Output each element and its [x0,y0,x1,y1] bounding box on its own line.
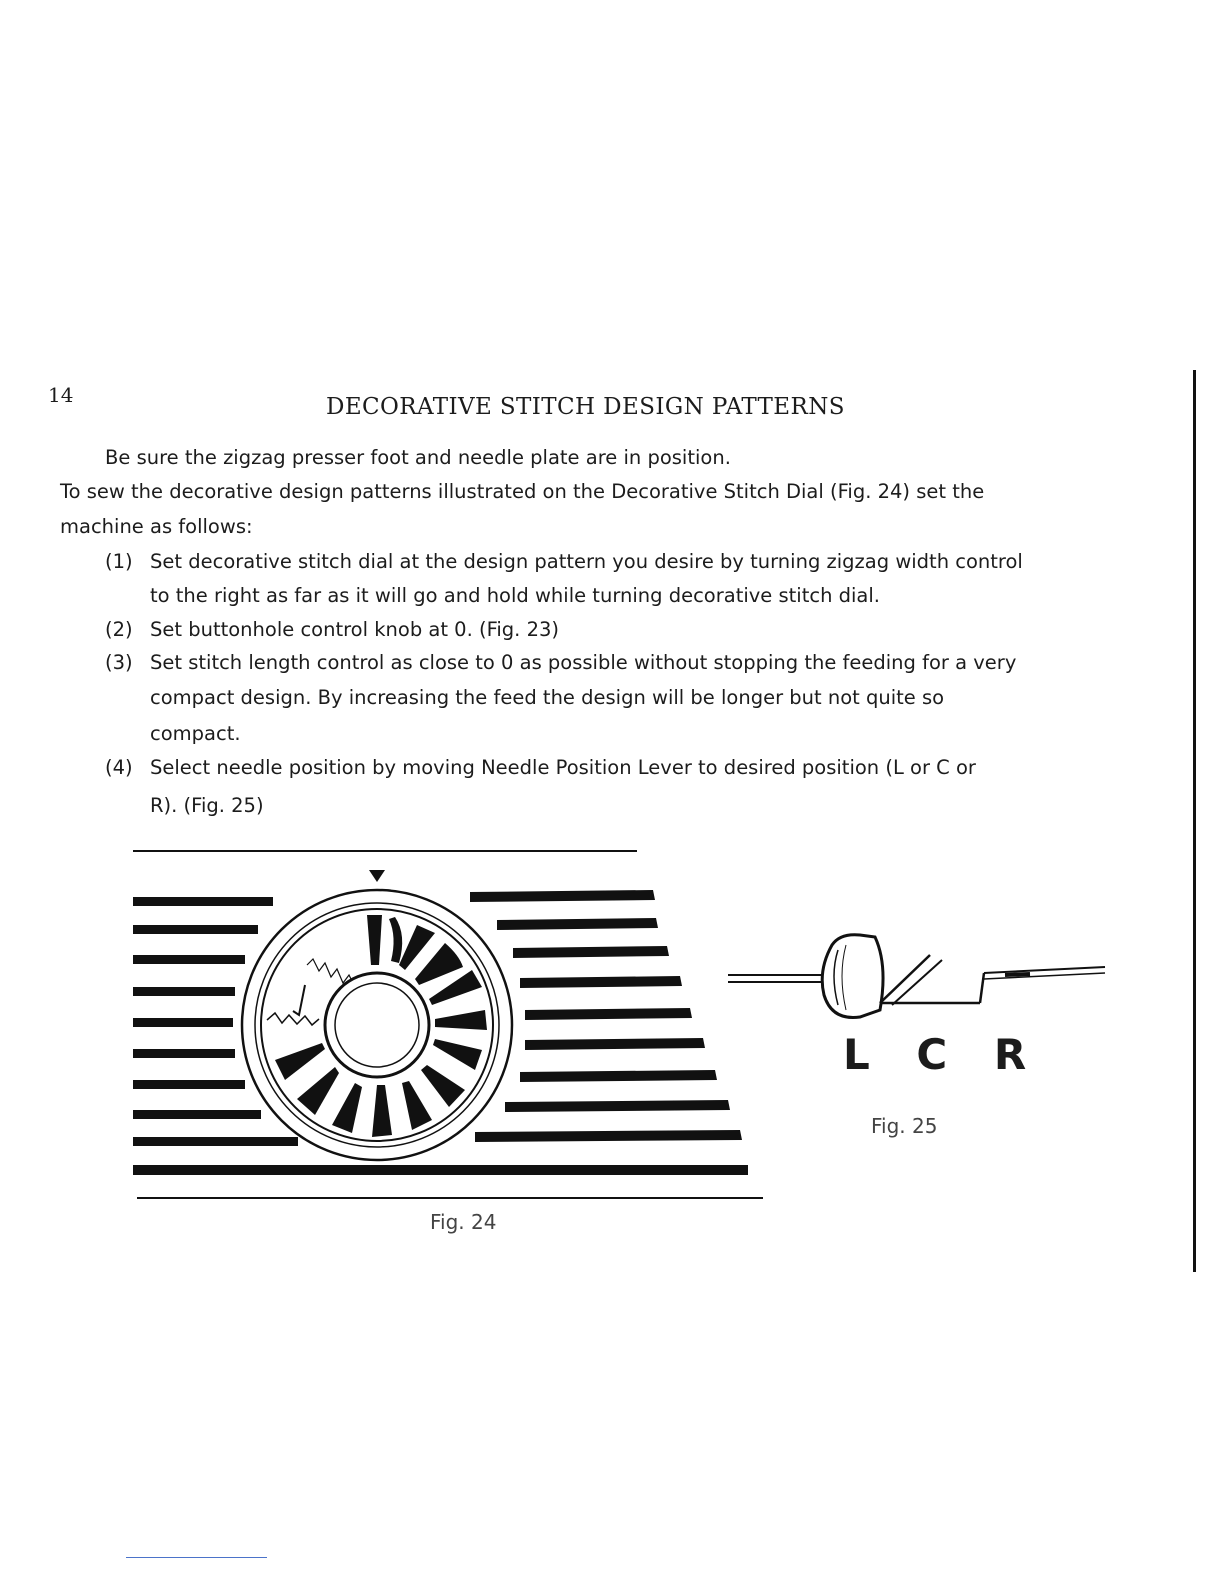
intro-line-2: To sew the decorative design patterns illustrated on the Decorative Stitch Dial (Fig. 24) set the [60,480,985,503]
fig-24-caption: Fig. 24 [430,1210,497,1234]
step-3-continued: compact design. By increasing the feed the design will be longer but not quite so [150,686,945,709]
step-text: Set stitch length control as close to 0 as possible without stopping the feeding for a very [150,651,1017,674]
intro-line-1: Be sure the zigzag presser foot and needle plate are in position. [105,446,731,469]
step-2 [105,618,559,641]
step-text: Select needle position by moving Needle Position Lever to desired position (L or C or [150,756,976,779]
step-3 [105,651,1016,674]
intro-line-3: machine as follows: [60,515,253,538]
bottom-rule [126,1557,267,1558]
page-edge-rule [1193,370,1196,1272]
step-number: (3) [105,651,133,674]
step-1 [105,550,1023,573]
step-4-continued: R). (Fig. 25) [150,794,264,817]
step-text: Set decorative stitch dial at the design pattern you desire by turning zigzag width control [150,550,1023,573]
step-text: Set buttonhole control knob at 0. (Fig. 23) [150,618,560,641]
step-number: (2) [105,618,133,641]
step-number: (4) [105,756,133,779]
step-number: (1) [105,550,133,573]
needle-position-lever-illustration [720,925,1120,1035]
needle-position-labels: L C R [843,1030,1043,1079]
step-4 [105,756,976,779]
page-number: 14 [48,383,74,407]
decorative-stitch-dial-illustration [125,840,775,1210]
step-1-continued: to the right as far as it will go and hold while turning decorative stitch dial. [150,584,881,607]
page-title: DECORATIVE STITCH DESIGN PATTERNS [326,394,845,420]
step-3-continued-2: compact. [150,722,241,745]
fig-25-caption: Fig. 25 [871,1114,938,1138]
